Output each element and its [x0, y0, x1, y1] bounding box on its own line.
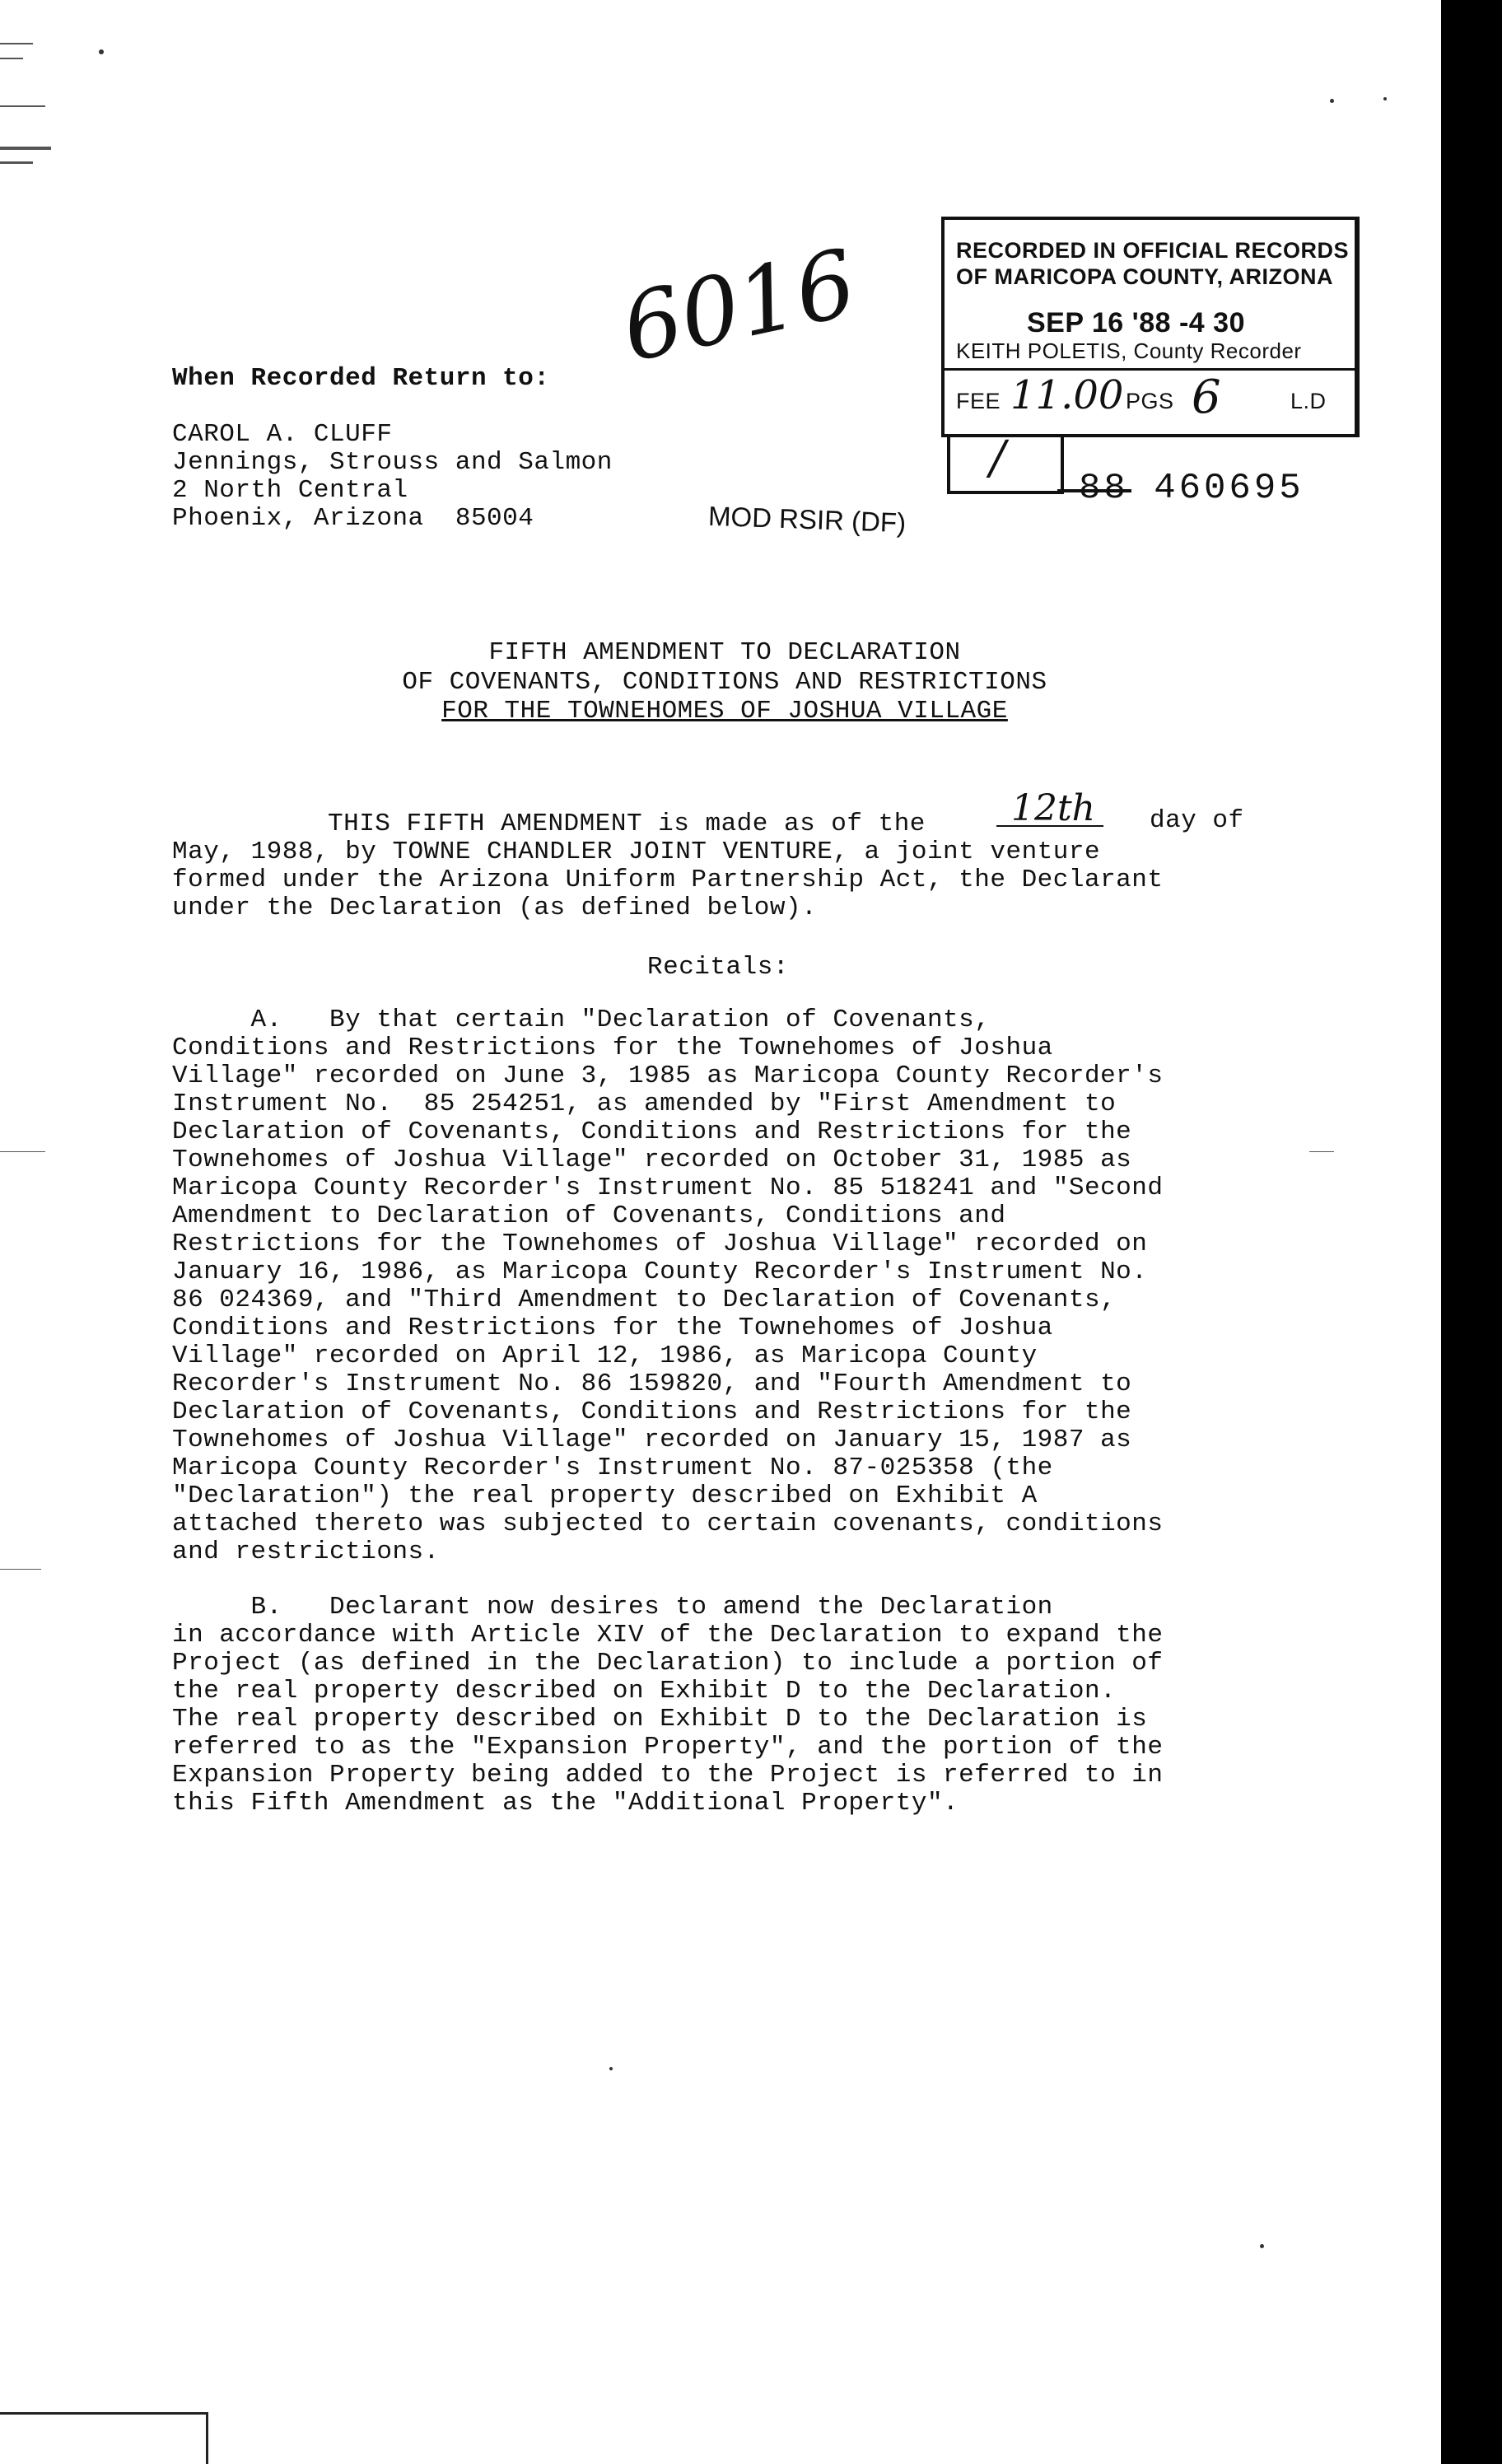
recital-b-paragraph: B. Declarant now desires to amend the Declaration in accordance with Article XIV of the Declaration to expand the Project (as defined in the Declaration) to include a portion of the real property described on Exhibit D to the Declaration. The real property described on Exhibit D to the Declaration is referred to as the "Expansion Property", and the portion of the Expansion Property being added to the Project is referred to in this Fifth Amendment as the "Additional Property".	[172, 1593, 1164, 1818]
instrument-number: 88 460695	[1079, 468, 1304, 509]
scan-speck	[1330, 99, 1334, 103]
scan-mark	[0, 1151, 45, 1152]
scan-mark	[0, 161, 33, 164]
handwritten-doc-number: 6016	[613, 229, 865, 384]
handwritten-day: 12th	[1011, 787, 1096, 829]
scan-mark	[0, 58, 23, 59]
scan-mark	[0, 1569, 41, 1570]
title-line-1: FIFTH AMENDMENT TO DECLARATION	[488, 638, 961, 667]
stamp-date: SEP 16 '88 -4 30	[1027, 307, 1245, 338]
stamp-line-2: OF MARICOPA COUNTY, ARIZONA	[956, 264, 1333, 289]
intro-line-1-part-b: day of	[1150, 806, 1244, 835]
scan-speck	[99, 49, 104, 54]
stamp-line-1: RECORDED IN OFFICIAL RECORDS	[956, 238, 1350, 263]
return-to-firm: Jennings, Strouss and Salmon	[172, 448, 613, 477]
scan-speck	[1260, 2244, 1264, 2248]
return-to-street: 2 North Central	[172, 476, 408, 505]
stamp-tab-box	[947, 432, 1064, 494]
intro-line-1-part-a: THIS FIFTH AMENDMENT is made as of the	[328, 810, 926, 838]
stamp-fee-row	[945, 368, 1355, 433]
return-to-heading: When Recorded Return to:	[172, 364, 550, 393]
stamp-recorder: KEITH POLETIS, County Recorder	[956, 338, 1302, 363]
intro-paragraph: May, 1988, by TOWNE CHANDLER JOINT VENTURE, a joint venture formed under the Arizona Uniform Partnership Act, the Declarant under the Declaration (as defined below).	[172, 838, 1164, 922]
handwritten-fee: 11.00	[1010, 372, 1124, 418]
return-to-city: Phoenix, Arizona 85004	[172, 504, 534, 533]
title-line-3: FOR THE TOWNEHOMES OF JOSHUA VILLAGE	[441, 697, 1008, 726]
recital-a-paragraph: A. By that certain "Declaration of Covenants, Conditions and Restrictions for the Townehomes of Joshua Village" recorded on June 3, 1985 as Maricopa County Recorder's Instrument No. 85 254251, as amended by "First Amendment to Declaration of Covenants, Conditions and Restrictions for the Townehomes of Joshua Village" recorded on October 31, 1985 as Maricopa County Recorder's Instrument No. 85 518241 and "Second Amendment to Declaration of Covenants, Conditions and Restrictions for the Townehomes of Joshua Village" recorded on January 16, 1986, as Maricopa County Recorder's Instrument No. 86 024369, and "Third Amendment to Declaration of Covenants, Conditions and Restrictions for the Townehomes of Joshua Village" recorded on April 12, 1986, as Maricopa County Recorder's Instrument No. 86 159820, and "Fourth Amendment to Declaration of Covenants, Conditions and Restrictions for the Townehomes of Joshua Village" recorded on January 15, 1987 as Maricopa County Recorder's Instrument No. 87-025358 (the "Declaration") the real property described on Exhibit A attached thereto was subjected to certain covenants, conditions and restrictions.	[172, 1006, 1164, 1566]
handwritten-pages: 6	[1192, 371, 1221, 424]
recitals-heading: Recitals:	[647, 953, 789, 982]
scan-speck	[609, 2067, 613, 2070]
scan-corner-box	[0, 2412, 208, 2464]
scan-mark	[1309, 1151, 1334, 1152]
scan-speck	[1383, 97, 1387, 100]
title-line-2: OF COVENANTS, CONDITIONS AND RESTRICTIONS	[402, 668, 1047, 697]
scan-edge-bar	[1441, 0, 1502, 2464]
scan-mark	[0, 147, 51, 150]
recording-stamp	[941, 217, 1360, 437]
scan-mark	[0, 105, 45, 107]
mod-note: MOD RSIR (DF)	[707, 500, 907, 539]
stamp-pgs-label: PGS	[1126, 389, 1174, 413]
stamp-box-mark: /	[990, 432, 1005, 485]
stamp-code: L.D	[1290, 389, 1327, 413]
return-to-name: CAROL A. CLUFF	[172, 420, 393, 449]
scan-mark	[0, 43, 33, 44]
stamp-fee-label: FEE	[956, 389, 1001, 413]
